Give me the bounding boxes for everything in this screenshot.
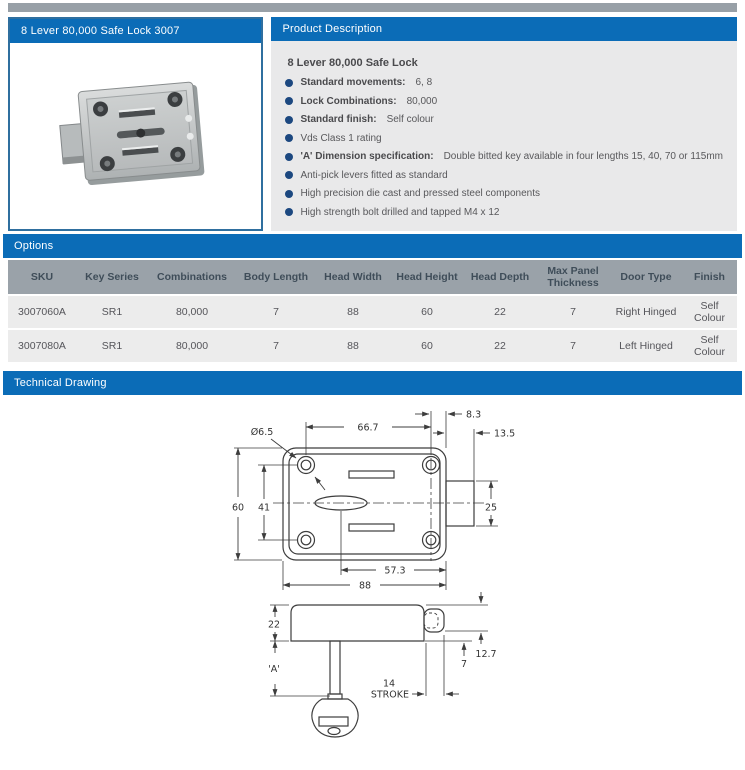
dim-label-key-length: 'A': [268, 664, 280, 675]
bullet-icon: [285, 153, 293, 161]
column-header-body-length: Body Length: [236, 260, 316, 294]
side-view-outline: [291, 605, 444, 737]
key-collar: [328, 694, 342, 699]
key-bow-hole: [328, 728, 340, 735]
bullet-icon: [285, 134, 293, 142]
top-panels-row: [8, 17, 737, 231]
technical-drawing-header: Technical Drawing: [14, 377, 107, 389]
options-table-header-row: [8, 260, 737, 294]
options-header: Options: [14, 240, 54, 252]
front-view-outline: [283, 448, 474, 560]
dim-label-hole-span: 41: [257, 502, 271, 514]
bolt-retracted-dashed: [424, 613, 438, 628]
top-gray-bar: [8, 3, 737, 12]
key-bow-slot: [319, 717, 348, 726]
dim-label-stroke-value: 14: [382, 678, 396, 690]
bullet-icon: [285, 97, 293, 105]
bullet-icon: [285, 79, 293, 87]
list-item: Vds Class 1 rating: [285, 133, 723, 144]
screw-hole: [298, 457, 315, 474]
list-item: Anti-pick levers fitted as standard: [285, 170, 723, 181]
lock-body-side: [291, 605, 424, 641]
product-description-panel: [271, 17, 737, 231]
list-item: High strength bolt drilled and tapped M4 x 12: [285, 207, 723, 218]
column-header-finish: Finish: [682, 260, 737, 294]
dim-label-hole-diameter: Ø6.5: [250, 427, 274, 438]
bolt-front: [446, 481, 474, 526]
list-item: Standard finish: Self colour: [285, 114, 723, 125]
side-view-extension-lines: [267, 605, 488, 696]
list-item: Standard movements: 6, 8: [285, 77, 723, 88]
dim-label-body-height: 60: [231, 502, 245, 514]
mounting-slot: [349, 471, 394, 478]
product-photo: [10, 43, 261, 229]
bullet-icon: [285, 208, 293, 216]
product-title-bar: [10, 19, 261, 43]
mounting-slot: [349, 524, 394, 531]
dim-label-panel-thickness: 7: [460, 659, 468, 670]
options-header-bar: [3, 234, 742, 258]
lock-body-photo: [57, 82, 205, 188]
description-body: [271, 41, 737, 225]
column-header-combinations: Combinations: [148, 260, 236, 294]
product-image-panel: [8, 17, 263, 231]
description-header: Product Description: [282, 23, 383, 35]
column-header-key-series: Key Series: [76, 260, 148, 294]
list-item: High precision die cast and pressed steel components: [285, 188, 723, 199]
dim-label-body-width: 88: [358, 580, 372, 592]
technical-drawing-canvas: [0, 395, 745, 770]
cell-sku: 3007060A: [8, 296, 76, 328]
side-view-dimension-lines: [275, 592, 481, 696]
bullet-icon: [285, 116, 293, 124]
dim-label-side-height: 22: [267, 619, 281, 631]
dim-label-bolt-height: 25: [484, 502, 498, 514]
dim-label-slot-span: 57.3: [384, 565, 406, 577]
column-header-door-type: Door Type: [610, 260, 682, 294]
column-header-head-width: Head Width: [316, 260, 390, 294]
feature-list: [285, 77, 723, 218]
screw-hole: [298, 532, 315, 549]
technical-drawing-svg: [226, 403, 546, 765]
options-table: [8, 258, 737, 364]
column-header-sku: SKU: [8, 260, 76, 294]
description-title: 8 Lever 80,000 Safe Lock: [287, 57, 418, 69]
bullet-icon: [285, 171, 293, 179]
column-header-head-depth: Head Depth: [464, 260, 536, 294]
dim-label-bolt-drop: 12.7: [475, 649, 497, 660]
key-stem: [330, 641, 340, 694]
table-row: 3007060A SR1 80,000 7 88 60 22 7 Right Hinged Self Colour: [8, 296, 737, 328]
description-header-bar: [271, 17, 737, 41]
list-item: Lock Combinations: 80,000: [285, 96, 723, 107]
safe-lock-photo-illustration: [51, 75, 221, 197]
bolt-side: [424, 609, 444, 632]
table-row: 3007080A SR1 80,000 7 88 60 22 7 Left Hinged Self Colour: [8, 330, 737, 362]
product-title: 8 Lever 80,000 Safe Lock 3007: [21, 25, 180, 37]
dim-label-stroke: STROKE: [370, 689, 409, 701]
technical-drawing-header-bar: [3, 371, 742, 395]
column-header-max-panel-thickness: Max Panel Thickness: [536, 260, 610, 294]
column-header-head-height: Head Height: [390, 260, 464, 294]
list-item: 'A' Dimension specification: Double bitted key available in four lengths 15, 40, 70 or 115mm: [285, 151, 723, 162]
dim-label-top-span: 66.7: [357, 422, 379, 434]
dim-label-bolt-length: 13.5: [494, 428, 516, 440]
cell-sku: 3007080A: [8, 330, 76, 362]
dim-label-edge-offset: 8.3: [466, 409, 482, 421]
bullet-icon: [285, 190, 293, 198]
